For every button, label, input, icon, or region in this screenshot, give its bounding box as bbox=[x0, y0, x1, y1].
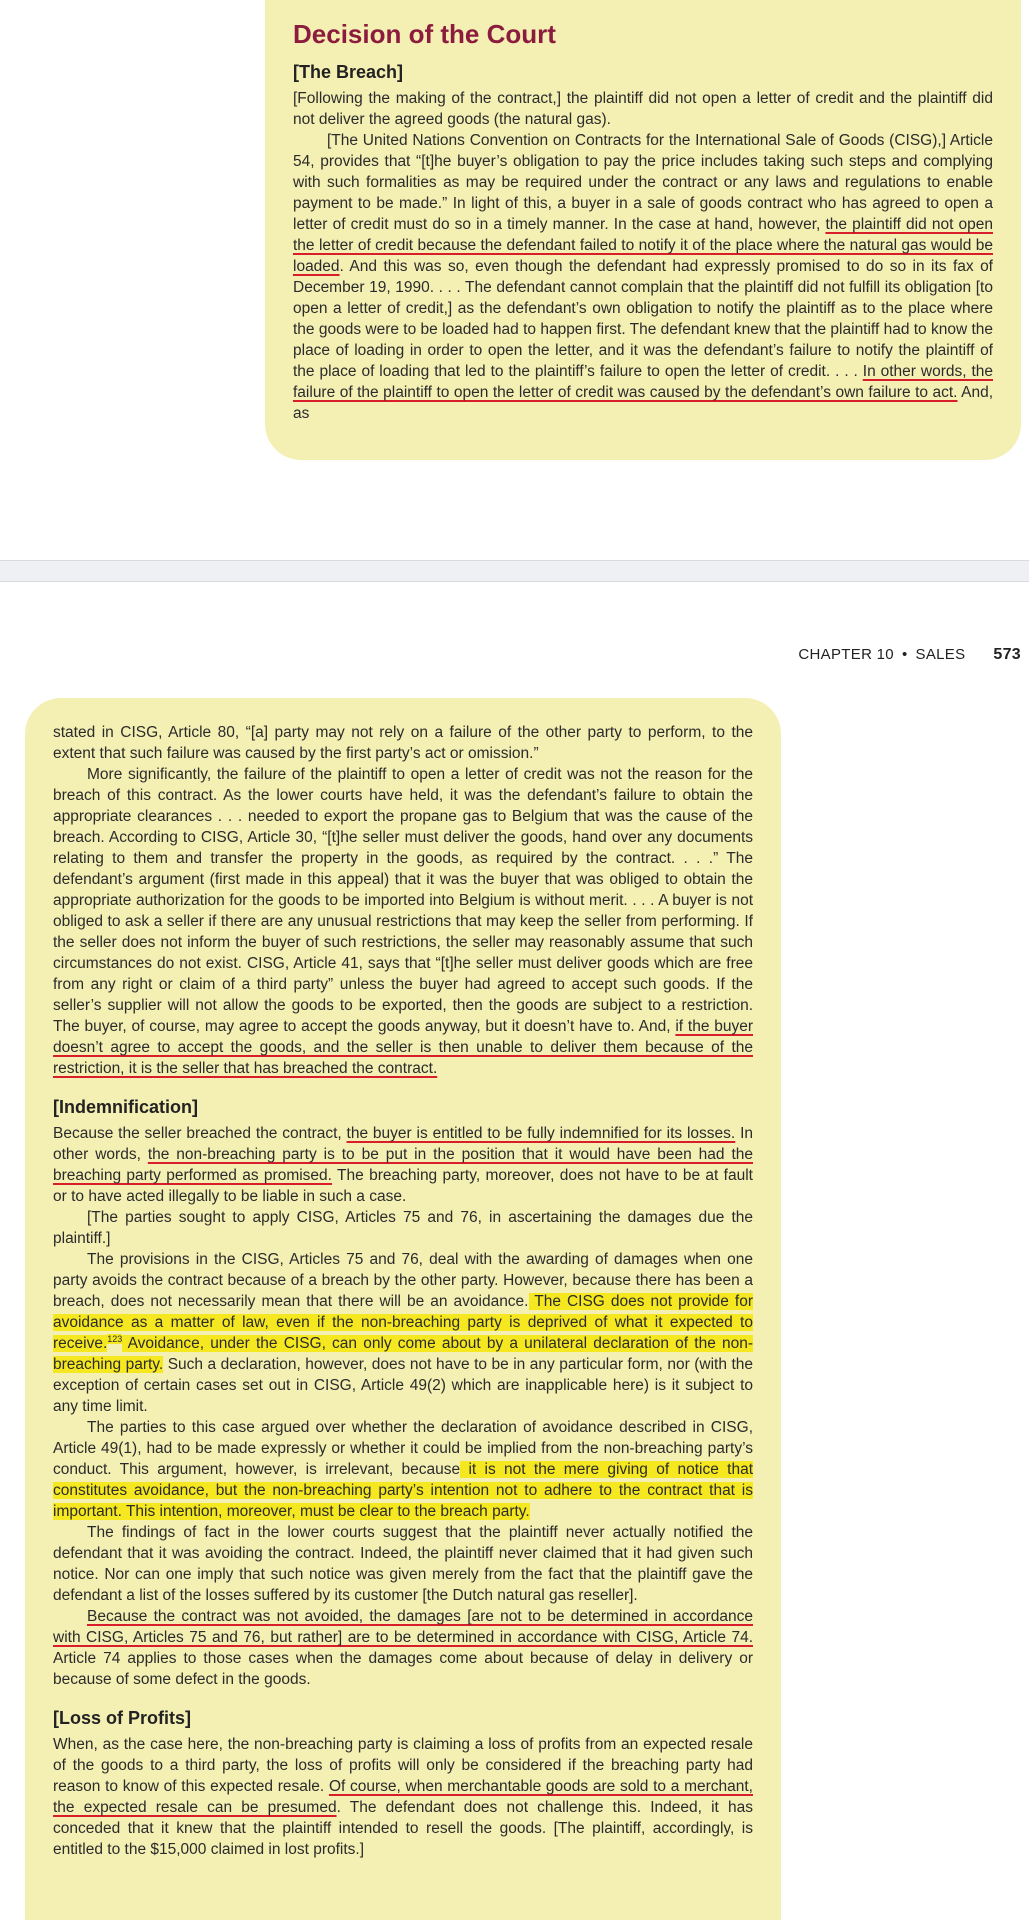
underlined-text: Of course, when merchantable goods are sold to a merchant, the expected resale can be presumed bbox=[53, 1778, 753, 1816]
text: Such a declaration, however, does not have to be in any particular form, nor (with the exception of certain cases set out in CISG, Article 49(2) which are inapplicable here) is it subject to any time limit. bbox=[53, 1356, 754, 1415]
paragraph bbox=[53, 1522, 753, 1606]
text: [The United Nations Convention on Contracts for the International Sale of Goods (CISG),] Article 54, provides that “[t]he buyer’s obligation to pay the price includes taking such steps and complying with such formalities as may be required under the contract or any laws and regulations to enable payment to be made.” In light of this, a buyer in a sale of goods contract who has agreed to open a letter of credit must do so in a timely manner. In the case at hand, however, bbox=[293, 132, 993, 233]
text: The provisions in the CISG, Articles 75 and 76, deal with the awarding of damages when one party avoids the contract because of a breach by the other party. However, because there has been a breach, does not necessarily mean that there will be an avoidance. bbox=[53, 1251, 753, 1310]
paragraph bbox=[53, 764, 753, 1079]
text: The parties to this case argued over whether the declaration of avoidance described in CISG, Article 49(1), had to be made expressly or whether it could be implied from the non-breaching party’s conduct. This argument, however, is irrelevant, because bbox=[53, 1419, 753, 1478]
text: In other words, bbox=[53, 1125, 753, 1163]
highlighted-text: it is not the mere giving of notice that constitutes avoidance, but the non-breaching party’s intention not to adhere to the contract that is important. This intention, moreover, must be clear to the breach party. bbox=[53, 1461, 753, 1520]
footnote-marker: 123 bbox=[107, 1333, 123, 1344]
underlined-text: the plaintiff did not open the letter of credit because the defendant failed to notify it of the place where the natural gas would be loaded bbox=[293, 216, 993, 275]
underlined-text: the buyer is entitled to be fully indemnified for its losses. bbox=[346, 1125, 736, 1142]
text: [The parties sought to apply CISG, Articles 75 and 76, in ascertaining the damages due the plaintiff.] bbox=[53, 1209, 753, 1247]
paragraph bbox=[293, 88, 993, 130]
bottom-page-excerpt bbox=[25, 698, 781, 1920]
paragraph bbox=[53, 1249, 753, 1417]
page-divider bbox=[0, 560, 1029, 582]
subheading-loss-of-profits: [Loss of Profits] bbox=[53, 1708, 191, 1728]
underlined-text: In other words, the failure of the plaintiff to open the letter of credit was caused by the defendant’s own failure to act. bbox=[293, 363, 994, 401]
text: The findings of fact in the lower courts suggest that the plaintiff never actually notified the defendant that it was avoiding the contract. Indeed, the plaintiff never claimed that it had given such notice. Nor can one imply that such notice was given merely from the fact that the plaintiff gave the defendant a list of the losses suffered by its customer [the Dutch natural gas reseller]. bbox=[53, 1524, 753, 1604]
paragraph bbox=[53, 1207, 753, 1249]
text: . And this was so, even though the defendant had expressly promised to do so in its fax of December 19, 1990. . . . The defendant cannot complain that the plaintiff did not fulfill its obligation [to open a letter of credit,] as the defendant’s own obligation to notify the plaintiff as to the place where the goods were to be loaded had to happen first. The defendant knew that the plaintiff had to know the place of loading in order to open the letter, and it was the defendant’s failure to notify the plaintiff of the place of loading that led to the plaintiff’s failure to open the letter of credit. . . . bbox=[293, 258, 994, 380]
text: [Following the making of the contract,] the plaintiff did not open a letter of credit and the plaintiff did not deliver the agreed goods (the natural gas). bbox=[293, 90, 993, 128]
text: More significantly, the failure of the plaintiff to open a letter of credit was not the reason for the breach of this contract. As the lower courts have held, it was the defendant’s failure to obtain the appropriate clearances . . . needed to export the propane gas to Belgium that was the cause of the breach. According to CISG, Article 30, “[t]he seller must deliver the goods, hand over any documents relating to them and transfer the property in the goods, as required by the contract. . . .” The defendant’s argument (first made in this appeal) that it was the buyer that was obliged to obtain the appropriate authorization for the goods to be imported into Belgium is without merit. . . . A buyer is not obliged to ask a seller if there are any unusual restrictions that may keep the seller from performing. If the seller does not inform the buyer of such restrictions, the seller may reasonably assume that such circumstances do not exist. CISG, Article 41, says that “[t]he seller must deliver goods which are free from any right or claim of a third party” unless the buyer had agreed to accept such goods. If the seller’s supplier will not allow the goods to be exported, then the goods are subject to a restriction. The buyer, of course, may agree to accept the goods anyway, but it doesn’t have to. And, bbox=[53, 766, 753, 1035]
text: . The defendant does not challenge this. Indeed, it has conceded that it knew that the plaintiff intended to resell the goods. [The plaintiff, accordingly, is entitled to the $15,000 claimed in lost profits.] bbox=[53, 1799, 753, 1858]
text: When, as the case here, the non-breaching party is claiming a loss of profits from an expected resale of the goods to a third party, the loss of profits will only be considered if the breaching party had reason to know of this expected resale. bbox=[53, 1736, 753, 1795]
text: Article 74 applies to those cases when the damages come about because of delay in delivery or because of some defect in the goods. bbox=[53, 1650, 753, 1688]
highlighted-text: Avoidance, under the CISG, can only come about by a unilateral declaration of the non-breaching party. bbox=[53, 1335, 753, 1373]
text: And, as bbox=[293, 384, 994, 422]
underlined-text: Because the contract was not avoided, the damages [are not to be determined in accordance with CISG, Articles 75 and 76, but rather] are to be determined in accordance with CISG, Article 74. bbox=[53, 1608, 753, 1646]
text: Because the seller breached the contract, bbox=[53, 1125, 347, 1142]
paragraph bbox=[53, 1417, 753, 1522]
text: The breaching party, moreover, does not have to be at fault or to have acted illegally to be liable in such a case. bbox=[53, 1167, 753, 1205]
paragraph bbox=[53, 1123, 753, 1207]
section-title: Decision of the Court bbox=[293, 19, 556, 49]
chapter-label: CHAPTER 10 bbox=[798, 646, 894, 663]
text: stated in CISG, Article 80, “[a] party may not rely on a failure of the other party to perform, to the extent that such failure was caused by the first party’s act or omission.” bbox=[53, 724, 753, 762]
page-number: 573 bbox=[993, 646, 1021, 663]
section-label: SALES bbox=[915, 646, 966, 663]
subheading-the-breach: [The Breach] bbox=[293, 62, 404, 82]
paragraph bbox=[53, 1606, 753, 1690]
underlined-text: the non-breaching party is to be put in the position that it would have been had the breaching party performed as promised. bbox=[53, 1146, 753, 1184]
paragraph bbox=[293, 130, 993, 424]
paragraph bbox=[53, 1734, 753, 1860]
separator-dot: • bbox=[901, 646, 908, 663]
running-head bbox=[798, 646, 1021, 664]
subheading-indemnification: [Indemnification] bbox=[53, 1097, 198, 1117]
highlighted-text: The CISG does not provide for avoidance as a matter of law, even if the non-breaching party is deprived of what it expected to receive. bbox=[53, 1293, 754, 1352]
underlined-text: if the buyer doesn’t agree to accept the goods, and the seller is then unable to deliver them because of the restriction, it is the seller that has breached the contract. bbox=[53, 1018, 754, 1077]
paragraph bbox=[53, 722, 753, 764]
top-page-excerpt bbox=[265, 0, 1021, 460]
